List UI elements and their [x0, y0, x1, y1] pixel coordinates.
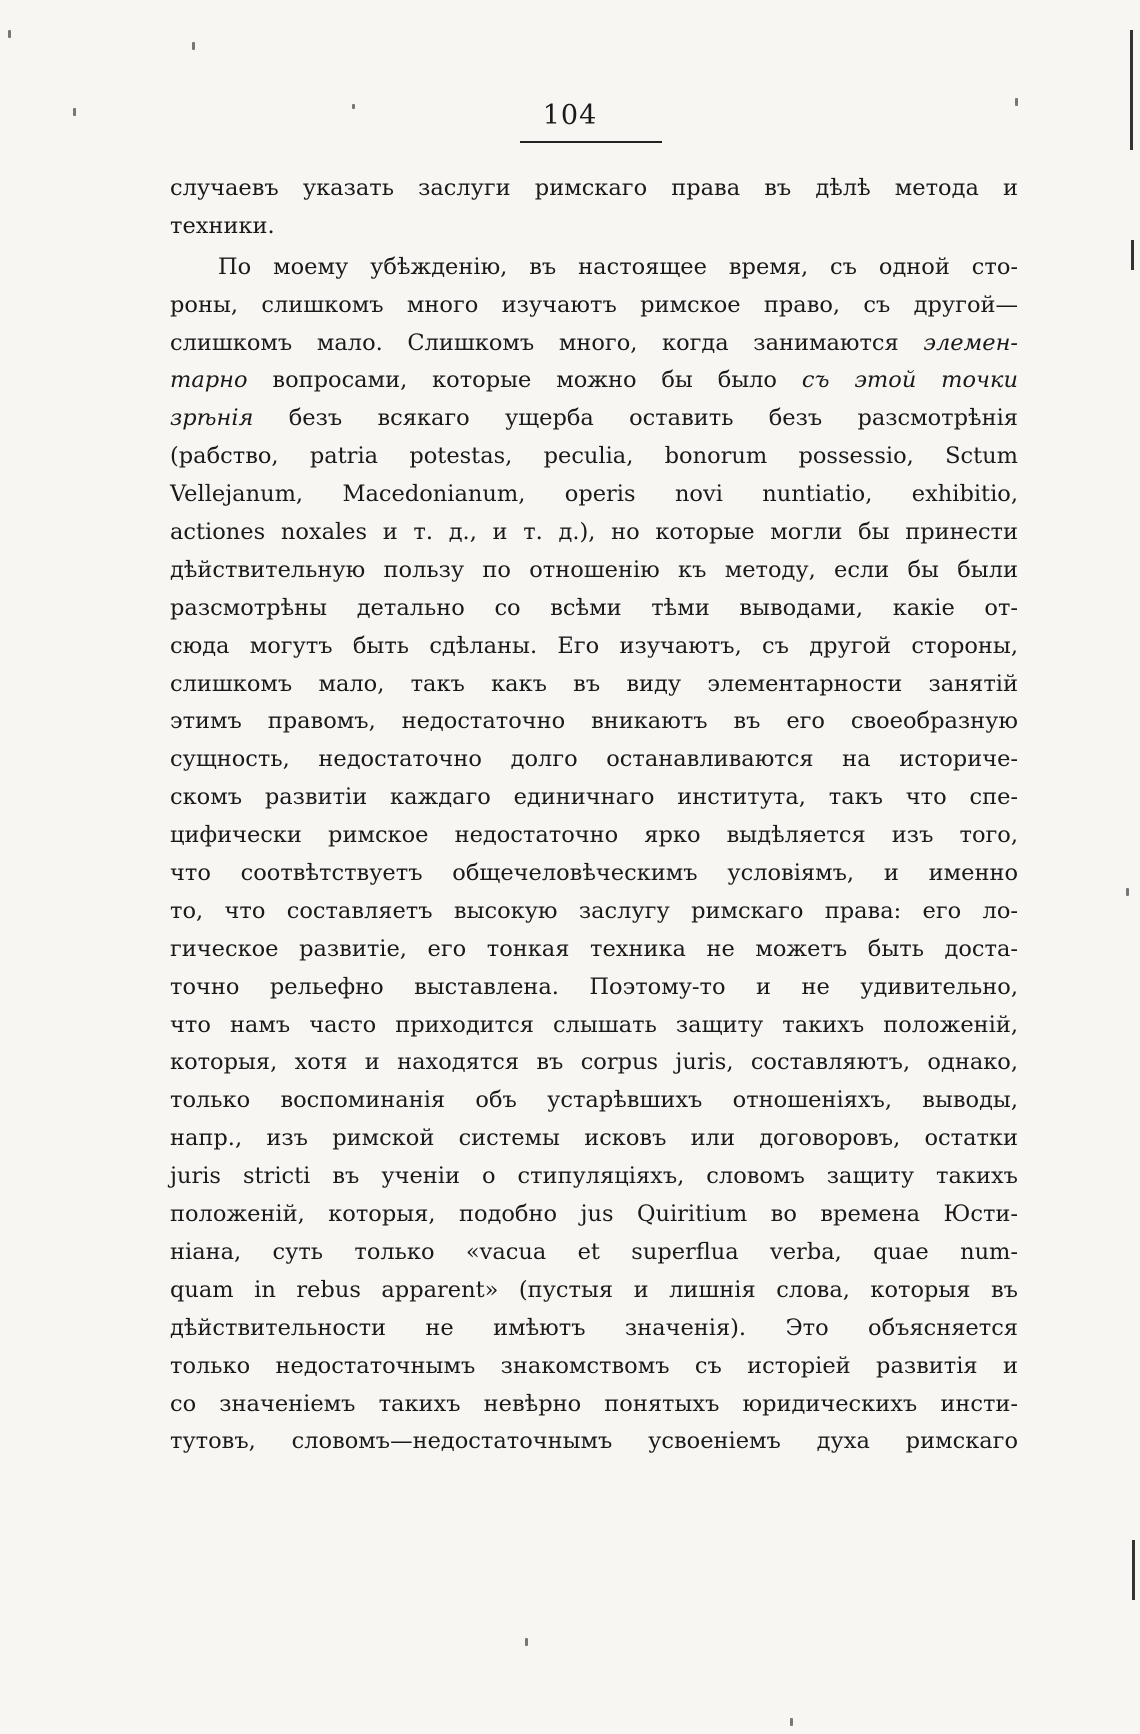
text-line: со значеніемъ такихъ невѣрно понятыхъ юридическихъ инсти-	[170, 1390, 1018, 1417]
body-text	[170, 170, 1018, 1461]
text-line: По моему убѣжденію, въ настоящее время, съ одной сто-	[218, 253, 1018, 280]
text-line: Vellejanum, Macedonianum, operis novi nuntiatio, exhibitio,	[170, 481, 1018, 508]
text-line: которыя, хотя и находятся въ corpus juris, составляютъ, однако,	[170, 1049, 1018, 1076]
text-line: сущность, недостаточно долго останавливаются на историче-	[170, 746, 1018, 773]
scan-speck	[1015, 98, 1018, 106]
text-line: actiones noxales и т. д., и т. д.), но которые могли бы принести	[170, 519, 1018, 546]
italic-run: съ этой точки	[801, 367, 1018, 394]
text-line: цифически римское недостаточно ярко выдѣляется изъ того,	[170, 822, 1018, 849]
scan-edge-mark	[1131, 240, 1134, 270]
scan-speck	[352, 104, 355, 109]
text-line: роны, слишкомъ много изучаютъ римское право, съ другой—	[170, 291, 1018, 318]
text-line: тутовъ, словомъ—недостаточнымъ усвоеніемъ духа римскаго	[170, 1428, 1018, 1455]
text-run: слишкомъ мало. Слишкомъ много, когда занимаются	[170, 329, 924, 356]
header-rule	[520, 141, 662, 143]
text-line: точно рельефно выставлена. Поэтому-то и не удивительно,	[170, 973, 1018, 1000]
text-line: дѣйствительную пользу по отношенію къ методу, если бы были	[170, 556, 1018, 583]
text-line: напр., изъ римской системы исковъ или договоровъ, остатки	[170, 1125, 1018, 1152]
text-line: гическое развитіе, его тонкая техника не можетъ быть доста-	[170, 935, 1018, 962]
text-line: то, что составляетъ высокую заслугу римскаго права: его ло-	[170, 897, 1018, 924]
scan-edge-mark	[1132, 1540, 1135, 1600]
text-line: положеній, которыя, подобно jus Quiritium во времена Юсти-	[170, 1201, 1018, 1228]
text-line: juris stricti въ ученіи о стипуляціяхъ, словомъ защиту такихъ	[170, 1163, 1018, 1190]
text-line: только недостаточнымъ знакомствомъ съ исторіей развитія и	[170, 1352, 1018, 1379]
text-run: вопросами, которые можно бы было	[247, 367, 802, 394]
text-line: только воспоминанія объ устарѣвшихъ отношеніяхъ, выводы,	[170, 1087, 1018, 1114]
text-line	[170, 362, 1018, 400]
scan-speck	[73, 108, 76, 116]
scan-speck	[790, 1718, 793, 1726]
text-line: что соотвѣтствуетъ общечеловѣческимъ условіямъ, и именно	[170, 860, 1018, 887]
text-line: скомъ развитіи каждаго единичнаго института, такъ что спе-	[170, 784, 1018, 811]
italic-run: зрѣнія	[170, 405, 254, 432]
scan-speck	[192, 42, 195, 50]
text-line: сюда могутъ быть сдѣланы. Его изучаютъ, съ другой стороны,	[170, 632, 1018, 659]
text-run: безъ всякаго ущерба оставить безъ разсмотрѣнія	[253, 405, 1018, 432]
scan-speck	[1126, 888, 1129, 896]
text-line: техники.	[170, 212, 275, 239]
text-line: что намъ часто приходится слышать защиту такихъ положеній,	[170, 1011, 1018, 1038]
italic-run: тарно	[170, 367, 248, 394]
text-line: ніана, суть только «vacua et superflua verba, quae num-	[170, 1238, 1018, 1265]
scan-speck	[8, 30, 11, 38]
page-number: 104	[542, 100, 598, 131]
text-line	[170, 400, 1018, 438]
italic-run: элемен-	[923, 329, 1018, 356]
text-line: (рабство, patria potestas, peculia, bonorum possessio, Sctum	[170, 443, 1018, 470]
text-line: дѣйствительности не имѣютъ значенія). Это объясняется	[170, 1314, 1018, 1341]
text-line: разсмотрѣны детально со всѣми тѣми выводами, какіе от-	[170, 594, 1018, 621]
scan-speck	[525, 1638, 528, 1646]
text-line: слишкомъ мало, такъ какъ въ виду элементарности занятій	[170, 670, 1018, 697]
text-line: случаевъ указать заслуги римскаго права въ дѣлѣ метода и	[170, 175, 1018, 201]
scan-edge-mark	[1130, 30, 1133, 150]
text-line	[170, 325, 1018, 363]
text-line: quam in rebus apparent» (пустыя и лишнія слова, которыя въ	[170, 1276, 1018, 1303]
text-line: этимъ правомъ, недостаточно вникаютъ въ его своеобразную	[170, 708, 1018, 735]
